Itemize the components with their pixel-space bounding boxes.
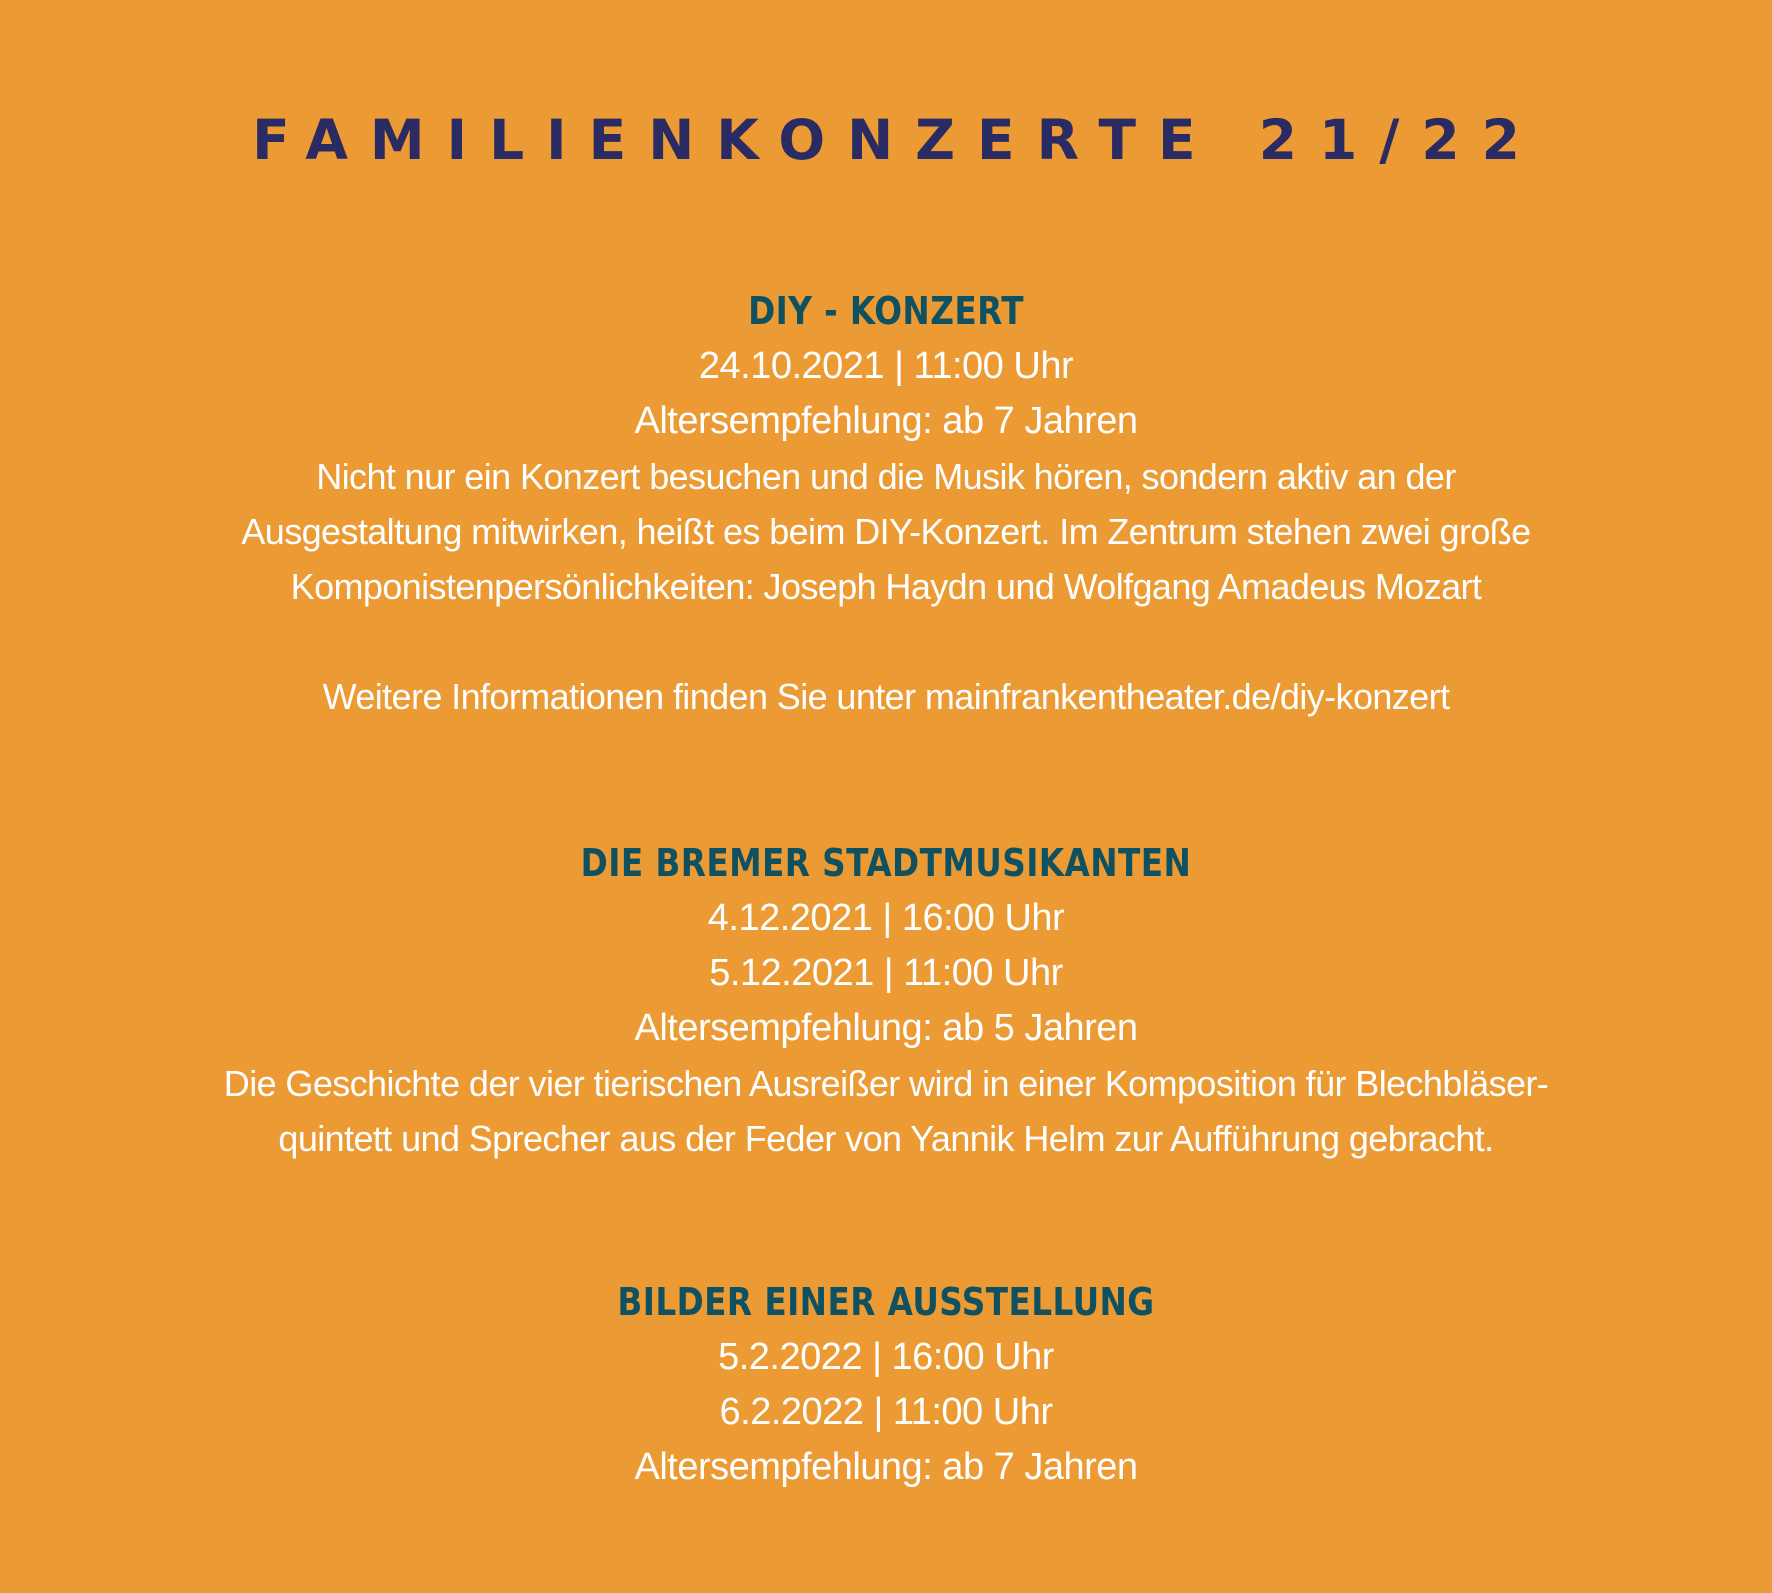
- event-title: DIY - KONZERT: [748, 289, 1024, 333]
- description-line: Ausgestaltung mitwirken, heißt es beim DIY-Konzert. Im Zentrum stehen zwei große: [241, 511, 1531, 552]
- description-line: Nicht nur ein Konzert besuchen und die Musik hören, sondern aktiv an der: [316, 456, 1456, 497]
- event-title: BILDER EINER AUSSTELLUNG: [617, 1280, 1155, 1324]
- more-info-text: Weitere Informationen finden Sie unter mainfrankentheater.de/diy-konzert: [322, 676, 1450, 717]
- description-line: Komponistenpersönlichkeiten: Joseph Haydn und Wolfgang Amadeus Mozart: [290, 566, 1482, 607]
- event-description: [0, 449, 1772, 614]
- event-age-recommendation: Altersempfehlung: ab 5 Jahren: [634, 1007, 1138, 1049]
- event-date: 6.2.2022 | 11:00 Uhr: [719, 1391, 1053, 1433]
- spacer: [0, 614, 1772, 669]
- event-title: DIE BREMER STADTMUSIKANTEN: [580, 841, 1192, 885]
- description-line: quintett und Sprecher aus der Feder von Yannik Helm zur Aufführung gebracht.: [278, 1118, 1494, 1159]
- event-date: 4.12.2021 | 16:00 Uhr: [707, 897, 1065, 939]
- event-age-recommendation: Altersempfehlung: ab 7 Jahren: [634, 400, 1138, 442]
- event-date: 5.12.2021 | 11:00 Uhr: [709, 952, 1063, 994]
- description-line: Die Geschichte der vier tierischen Ausreißer wird in einer Komposition für Blechbläser-: [223, 1063, 1549, 1104]
- event-age-recommendation: Altersempfehlung: ab 7 Jahren: [634, 1446, 1138, 1488]
- event-description: [0, 1056, 1772, 1166]
- page-title: FAMILIENKONZERTE 21/22: [252, 108, 1542, 172]
- event-date: 24.10.2021 | 11:00 Uhr: [698, 345, 1074, 387]
- event-bilder-einer-ausstellung: [0, 1275, 1772, 1495]
- event-diy-konzert: [0, 284, 1772, 724]
- event-date: 5.2.2022 | 16:00 Uhr: [718, 1336, 1054, 1378]
- event-more-info: [0, 669, 1772, 724]
- event-bremer-stadtmusikanten: [0, 836, 1772, 1166]
